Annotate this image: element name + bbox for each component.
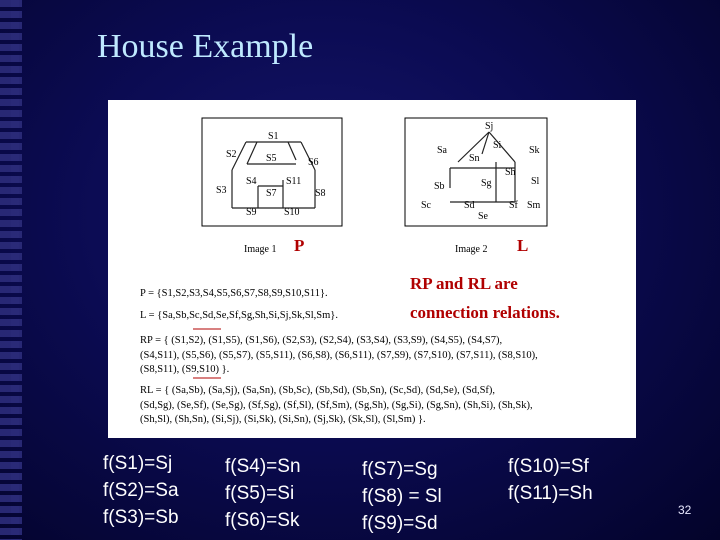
image1-label: S10 — [284, 207, 300, 218]
set-l: L = {Sa,Sb,Sc,Sd,Se,Sf,Sg,Sh,Si,Sj,Sk,Sl,Sm}. — [140, 310, 338, 321]
image2-label: Sf — [509, 200, 518, 211]
image2-label: Sc — [421, 200, 431, 211]
relation-rp-line: (S4,S11), (S5,S6), (S5,S7), (S5,S11), (S6,S8), (S6,S11), (S7,S9), (S7,S10), (S7,S11), (S8,S10), — [140, 350, 538, 361]
image1-caption: Image 1 — [244, 244, 277, 255]
image2-label: Sb — [434, 181, 445, 192]
page-number: 32 — [678, 503, 692, 517]
image1-label: S7 — [266, 188, 277, 199]
image1-letter: P — [294, 236, 305, 255]
image2-label: Se — [478, 211, 488, 222]
mapping-item: f(S8) = Sl — [362, 486, 442, 507]
image1-label: S5 — [266, 153, 277, 164]
note-line: connection relations. — [410, 303, 560, 322]
relation-rl-line: (Sh,Sl), (Sh,Sn), (Si,Sj), (Si,Sk), (Si,Sn), (Sj,Sk), (Sk,Sl), (Sl,Sm) }. — [140, 414, 426, 425]
image2-label: Sh — [505, 167, 516, 178]
relation-rl-line: (Sd,Sg), (Se,Sf), (Se,Sg), (Sf,Sg), (Sf,Sl), (Sf,Sm), (Sg,Sh), (Sg,Si), (Sg,Sn), (Sh,Si), (Sh,Sk), — [140, 400, 533, 411]
image2-label: Sj — [485, 121, 494, 132]
mapping-column — [508, 453, 593, 507]
figure-panel — [108, 100, 636, 438]
image1-label: S6 — [308, 157, 319, 168]
set-p: P = {S1,S2,S3,S4,S5,S6,S7,S8,S9,S10,S11}. — [140, 288, 328, 299]
image2-label: Sg — [481, 178, 492, 189]
relation-rl-line: RL = { (Sa,Sb), (Sa,Sj), (Sa,Sn), (Sb,Sc), (Sb,Sd), (Sb,Sn), (Sc,Sd), (Sd,Se), (Sd,Sf), — [140, 385, 496, 396]
figure-svg — [108, 100, 636, 438]
image1-label: S2 — [226, 149, 237, 160]
relation-rp-line: (S8,S11), (S9,S10) }. — [140, 364, 230, 375]
mapping-item: f(S11)=Sh — [508, 483, 593, 504]
mapping-item: f(S4)=Sn — [225, 456, 301, 477]
image2-label: Sk — [529, 145, 540, 156]
image2-caption: Image 2 — [455, 244, 488, 255]
image2-label: Sm — [527, 200, 541, 211]
mapping-item: f(S10)=Sf — [508, 456, 589, 477]
image1-label: S4 — [246, 176, 257, 187]
mapping-item: f(S1)=Sj — [103, 453, 173, 474]
note-line: RP and RL are — [410, 274, 518, 293]
mapping-column — [225, 453, 301, 534]
image2-label: Si — [493, 140, 502, 151]
mapping-item: f(S6)=Sk — [225, 510, 300, 531]
image2-letter: L — [517, 236, 529, 255]
mapping-item: f(S5)=Si — [225, 483, 295, 504]
image2-label: Sa — [437, 145, 447, 156]
image2-label: Sl — [531, 176, 540, 187]
image1-label: S3 — [216, 185, 227, 196]
slide-title: House Example — [97, 28, 314, 65]
image1-label: S1 — [268, 131, 279, 142]
mapping-item: f(S3)=Sb — [103, 507, 179, 528]
mapping-column — [362, 456, 442, 537]
mapping-item: f(S7)=Sg — [362, 459, 438, 480]
mapping-item: f(S9)=Sd — [362, 513, 438, 534]
relation-rp-line: RP = { (S1,S2), (S1,S5), (S1,S6), (S2,S3), (S2,S4), (S3,S4), (S3,S9), (S4,S5), (S4,S7), — [140, 335, 503, 346]
image2-label: Sd — [464, 200, 475, 211]
image2-label: Sn — [469, 153, 480, 164]
decorative-left-strip-inner — [11, 0, 19, 540]
image1-label: S9 — [246, 207, 257, 218]
image1-label: S11 — [286, 176, 302, 187]
image1-label: S8 — [315, 188, 326, 199]
mapping-item: f(S2)=Sa — [103, 480, 179, 501]
mapping-column — [103, 450, 179, 531]
